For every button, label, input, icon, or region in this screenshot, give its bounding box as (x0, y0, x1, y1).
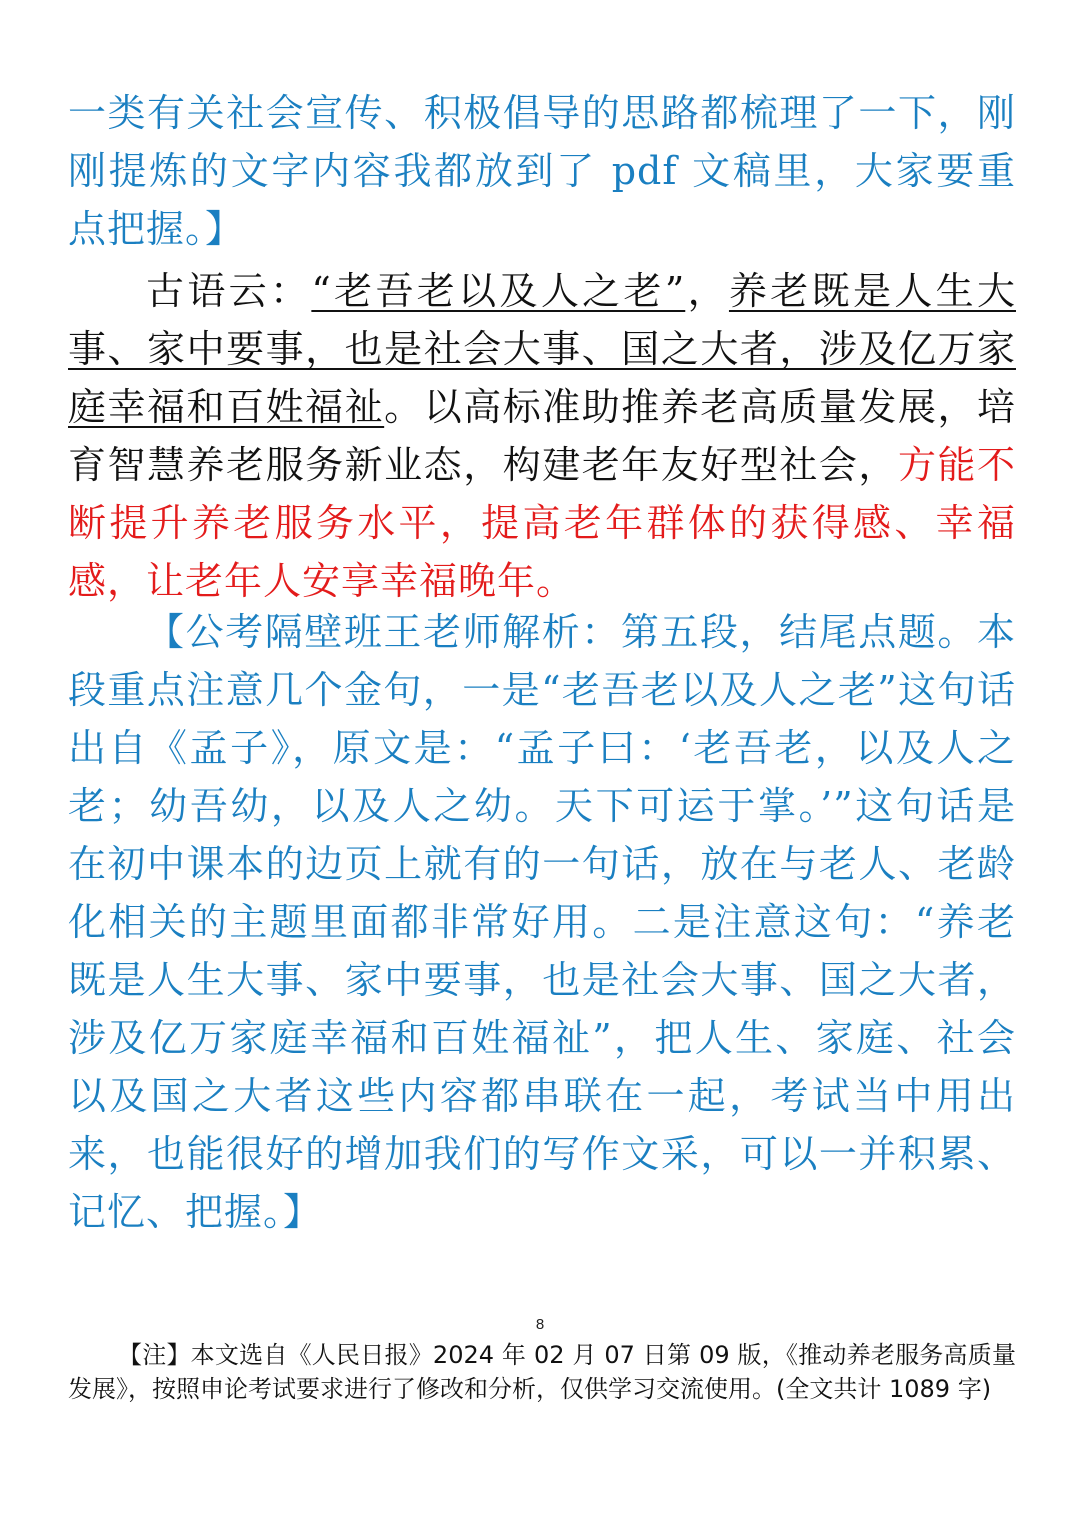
underlined-key-sentence: 养老既是人生大事、家中要事，也是社会大事、国之大者，涉及亿万家庭幸福和百姓福祉 (68, 269, 1016, 429)
commentary-text: 【公考隔壁班王老师解析：第五段，结尾点题。本段重点注意几个金句，一是“老吾老以及人之老”这句话出自《孟子》，原文是：“孟子曰：‘老吾老，以及人之老；幼吾幼，以及人之幼。天下可运于掌。’”这句话是在初中课本的边页上就有的一句话，放在与老人、老龄化相关的主题里面都非常好用。二是注意这句：“养老既是人生大事、家中要事，也是社会大事、国之大者，涉及亿万家庭幸福和百姓福祉”，把人生、家庭、社会以及国之大者这些内容都串联在一起，考试当中用出来，也能很好的增加我们的写作文采，可以一并积累、记忆、把握。】 (68, 610, 1016, 1234)
commentary-text: 一类有关社会宣传、积极倡导的思路都梳理了一下，刚刚提炼的文字内容我都放到了 pdf 文稿里，大家要重点把握。】 (68, 91, 1016, 251)
body-text-separator: ， (685, 269, 729, 313)
underlined-quote: “老吾老以及人之老” (311, 269, 686, 313)
page-number: 8 (535, 1316, 545, 1333)
footnote: 【注】本文选自《人民日报》2024 年 02 月 07 日第 09 版，《推动养老服务高质量发展》，按照申论考试要求进行了修改和分析，仅供学习交流使用。(全文共计 1089 字) (68, 1341, 1016, 1403)
highlighted-red-text: 方能不断提升养老服务水平，提高老年群体的获得感、幸福感，让老年人安享幸福晚年。 (68, 443, 1016, 603)
body-paragraph-conclusion (68, 262, 1016, 610)
commentary-paragraph-analysis (68, 603, 1016, 1241)
commentary-paragraph-continued (68, 84, 1016, 258)
body-text-lead: 古语云： (146, 269, 312, 313)
body-text-middle: 。以高标准助推养老高质量发展，培育智慧养老服务新业态，构建老年友好型社会， (68, 385, 1016, 487)
